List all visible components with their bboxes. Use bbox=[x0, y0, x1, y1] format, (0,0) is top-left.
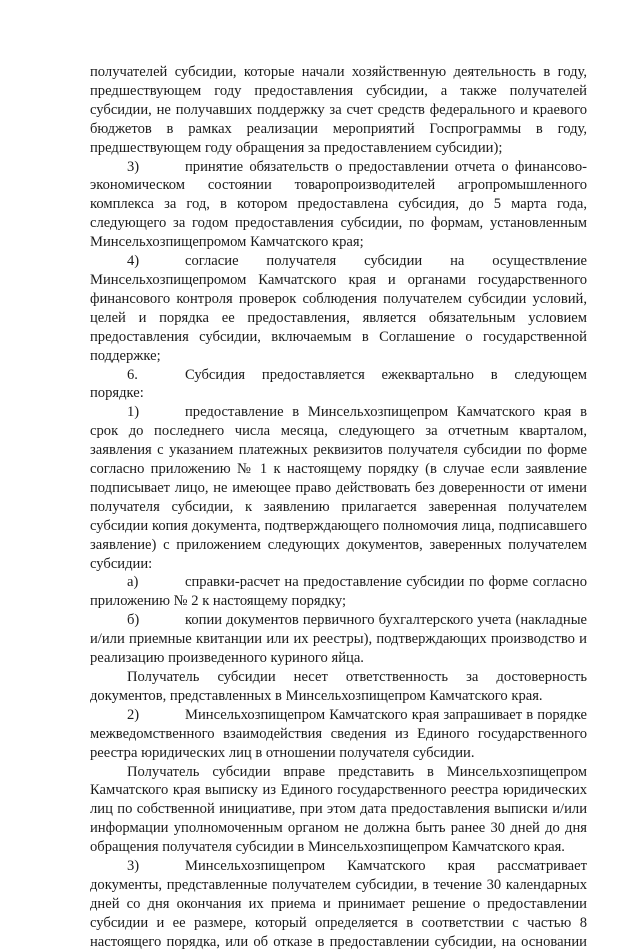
paragraph-item-4 bbox=[90, 252, 587, 365]
item-number: а) bbox=[127, 574, 139, 591]
paragraph-subitem-b bbox=[90, 611, 587, 668]
item-text: справки-расчет на предоставление субсидии по форме согласно приложению № 2 к настоящему порядку; bbox=[90, 574, 587, 610]
paragraph-step-1 bbox=[90, 403, 587, 573]
item-number: 1) bbox=[127, 404, 140, 421]
section-number: 6. bbox=[127, 366, 138, 383]
paragraph-item-3 bbox=[90, 158, 587, 253]
paragraph-section-6 bbox=[90, 366, 587, 404]
paragraph-extract-right: Получатель субсидии вправе представить в Минсельхозпищепром Камчатского края выписку из Единого государственного реестра юридических лиц по собственной инициативе, при этом дата предоставления выписки и/или информации уполномоченным органом не должна быть ранее 30 дней до дня обращения получателя субсидии в Минсельхозпищепром Камчатского края. bbox=[90, 763, 587, 856]
item-text: Минсельхозпищепром Камчатского края рассматривает документы, представленные получателем субсидии, в течение 30 календарных дней со дня окончания их приема и принимает решение о предоставлении субсидии и ее размере, который определяется в соответствии с частью 8 настоящего порядка, или об отказе в предоставлении субсидии, на основании bbox=[90, 858, 587, 950]
item-number: 4) bbox=[127, 253, 140, 270]
paragraph-responsibility: Получатель субсидии несет ответственность за достоверность документов, представленных в Минсельхозпищепром Камчатского края. bbox=[90, 669, 587, 704]
item-text: предоставление в Минсельхозпищепром Камчатского края в срок до последнего числа месяца, следующего за отчетным кварталом, заявления с указанием платежных реквизитов получателя субсидии по форме согласно приложению № 1 к настоящему порядку (в случае если заявление подписывает лицо, не имеющее право действовать без доверенности от имени получателя субсидии, к заявлению прилагается заверенная получателем субсидии копия документа, подтверждающего полномочия лица, подписавшего заявление) с приложением следующих документов, заверенных получателем субсидии: bbox=[90, 404, 587, 572]
item-text: копии документов первичного бухгалтерского учета (накладные и/или приемные квитанции или их реестры), подтверждающих производство и реализацию произведенного куриного яйца. bbox=[90, 612, 587, 667]
item-number: 3) bbox=[127, 858, 140, 875]
item-number: 3) bbox=[127, 158, 140, 175]
item-number: б) bbox=[127, 612, 140, 629]
paragraph-step-2 bbox=[90, 706, 587, 763]
paragraph-subitem-a bbox=[90, 573, 587, 611]
document-page bbox=[90, 63, 587, 952]
item-text: Минсельхозпищепром Камчатского края запрашивает в порядке межведомственного взаимодействия сведения из Единого государственного реестра юридических лиц в отношении получателя субсидии. bbox=[90, 706, 587, 761]
item-number: 2) bbox=[127, 706, 140, 723]
paragraph-continuation: получателей субсидии, которые начали хозяйственную деятельность в году, предшествующем году предоставления субсидии, а также получателей субсидии, не получавших поддержку за счет средств федерального и краевого бюджетов в рамках реализации мероприятий Госпрограммы в году, предшествующем году обращения за предоставлением субсидии); bbox=[90, 64, 587, 156]
section-text: Субсидия предоставляется ежеквартально в следующем порядке: bbox=[90, 366, 587, 402]
paragraph-step-3 bbox=[90, 857, 587, 952]
item-text: согласие получателя субсидии на осуществление Минсельхозпищепромом Камчатского края и органами государственного финансового контроля проверок соблюдения получателем субсидии условий, целей и порядка ее предоставления, является обязательным условием предоставления субсидии, включаемым в Соглашение о государственной поддержке; bbox=[90, 253, 587, 364]
item-text: принятие обязательств о предоставлении отчета о финансово-экономическом состоянии товаропроизводителей агропромышленного комплекса за год, в котором предоставлена субсидия, до 5 марта года, следующего за годом предоставления субсидии, по формам, установленным Минсельхозпищепромом Камчатского края; bbox=[90, 158, 587, 251]
